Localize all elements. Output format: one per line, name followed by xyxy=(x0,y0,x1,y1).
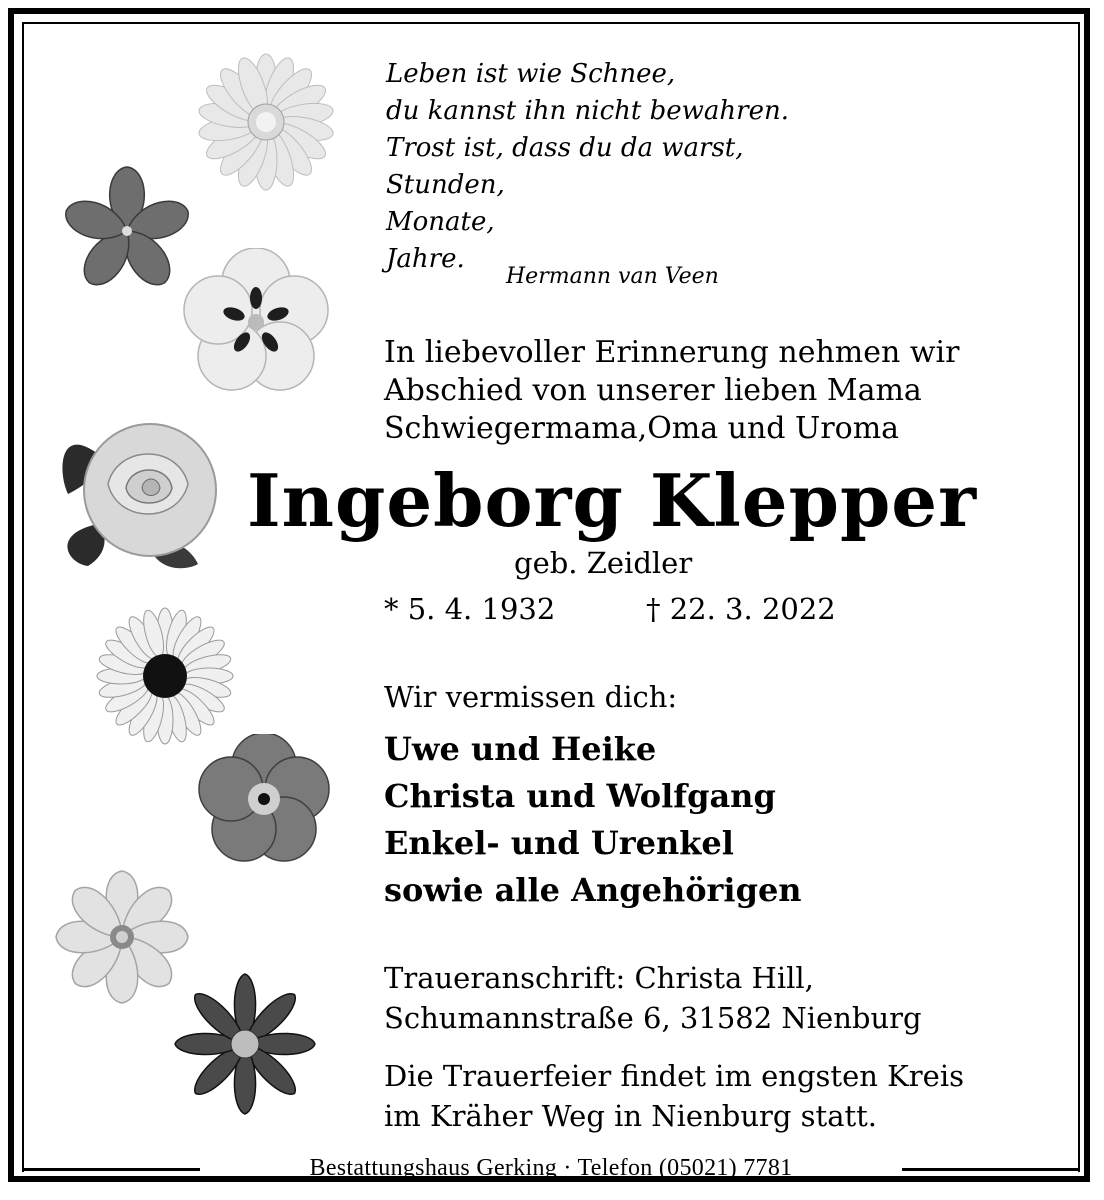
poem-line: Trost ist, dass du da warst, xyxy=(386,133,744,163)
poem-author: Hermann van Veen xyxy=(506,264,719,289)
star-flower-icon xyxy=(172,970,318,1118)
intro-text xyxy=(384,334,959,448)
intro-line: Schwiegermama,Oma und Uroma xyxy=(384,411,900,446)
primrose-icon xyxy=(178,248,334,396)
birth-date: * 5. 4. 1932 xyxy=(384,592,556,626)
daisy-icon xyxy=(196,52,336,192)
mourner-name: Christa und Wolfgang xyxy=(384,777,776,815)
poem-line: Monate, xyxy=(386,207,495,237)
mourner-name: sowie alle Angehörigen xyxy=(384,871,802,909)
funeral-home-footer: Bestattungshaus Gerking · Telefon (05021) 7781 xyxy=(309,1155,793,1181)
service-line: Die Trauerfeier findet im engsten Kreis xyxy=(384,1059,964,1093)
mourning-address xyxy=(384,958,922,1038)
intro-line: In liebevoller Erinnerung nehmen wir xyxy=(384,335,960,370)
mourner-name: Uwe und Heike xyxy=(384,730,657,768)
mourner-name: Enkel- und Urenkel xyxy=(384,824,734,862)
poem-line: Jahre. xyxy=(386,244,465,274)
mourners-list xyxy=(384,726,802,914)
footer-rule-right xyxy=(902,1168,1080,1171)
mourners-heading: Wir vermissen dich: xyxy=(384,680,678,714)
deceased-name: Ingeborg Klepper xyxy=(246,458,978,543)
violet-icon xyxy=(56,162,198,300)
sunflower-daisy-icon xyxy=(94,606,236,746)
pansy-icon xyxy=(194,734,334,864)
funeral-service-note xyxy=(384,1056,964,1136)
death-date: † 22. 3. 2022 xyxy=(646,592,836,626)
maiden-name: geb. Zeidler xyxy=(514,546,693,580)
poem-line: Stunden, xyxy=(386,170,505,200)
service-line: im Kräher Weg in Nienburg statt. xyxy=(384,1099,878,1133)
poem-line: Leben ist wie Schnee, xyxy=(386,59,676,89)
address-line: Schumannstraße 6, 31582 Nienburg xyxy=(384,1001,922,1035)
poem-line: du kannst ihn nicht bewahren. xyxy=(386,96,789,126)
poem xyxy=(386,56,789,278)
address-line: Traueranschrift: Christa Hill, xyxy=(384,961,814,995)
intro-line: Abschied von unserer lieben Mama xyxy=(384,373,922,408)
footer-rule-left xyxy=(22,1168,200,1171)
cosmos-icon xyxy=(52,868,192,1006)
